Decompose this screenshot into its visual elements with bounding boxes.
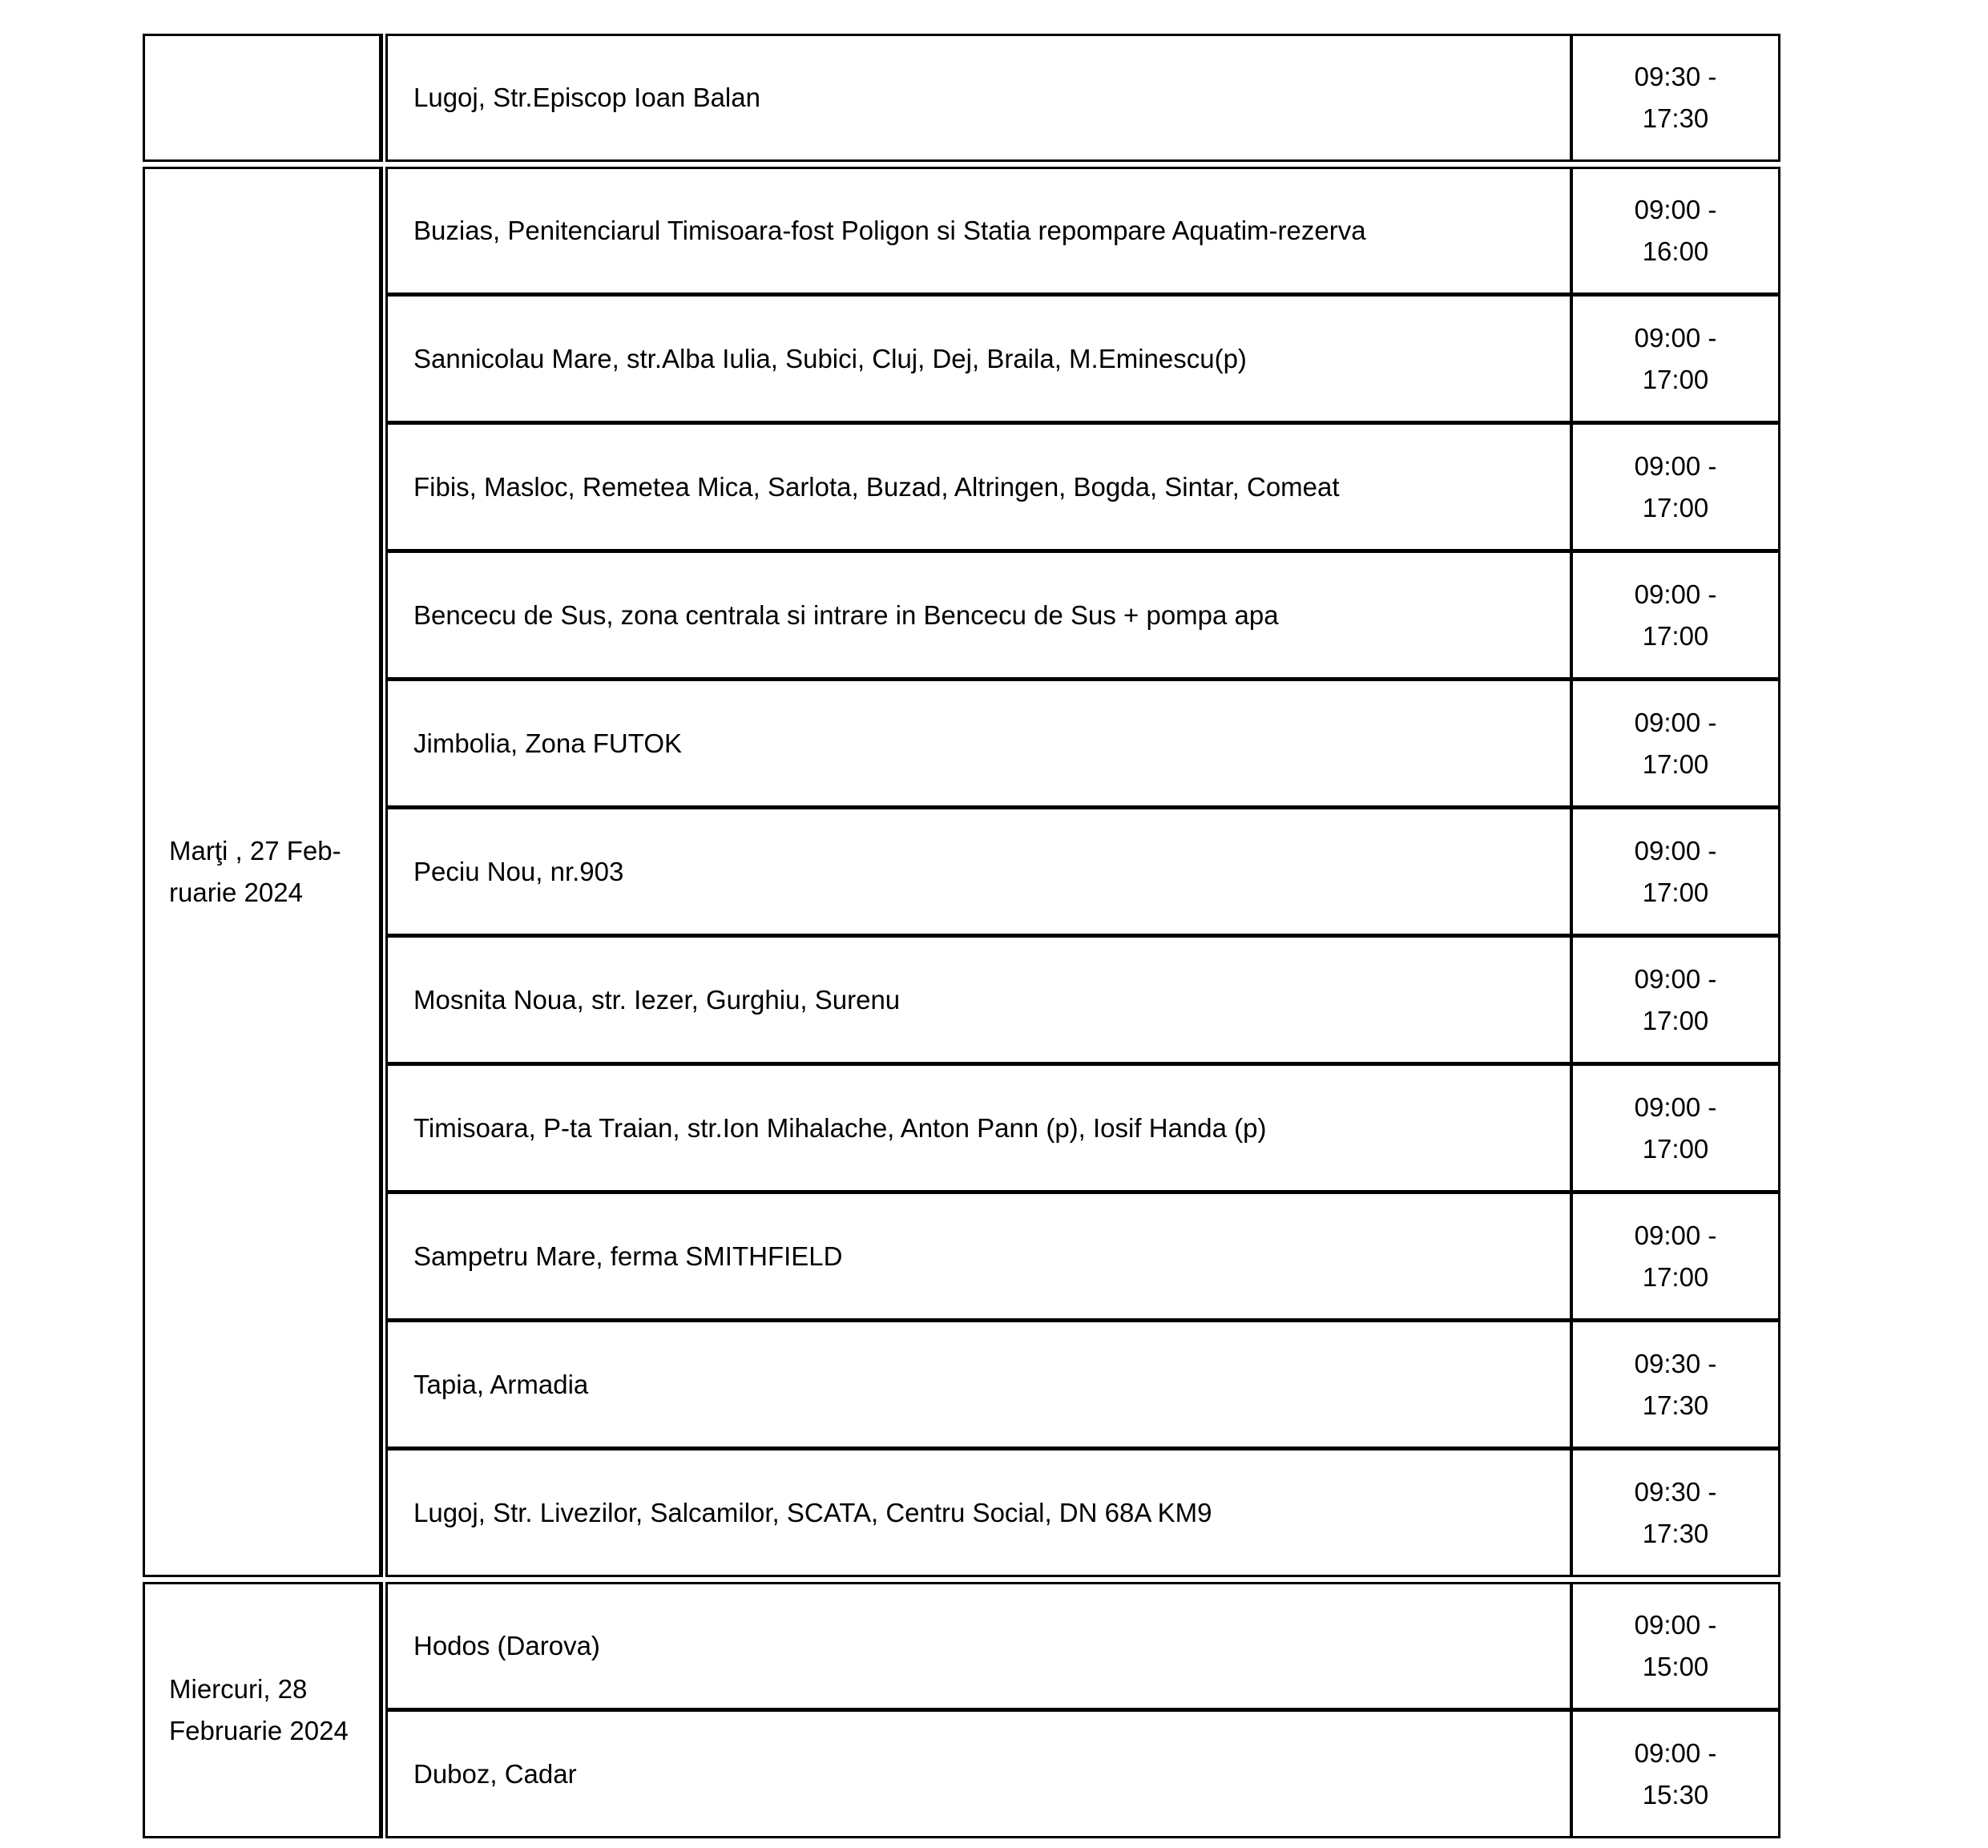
time-interval-cell: 09:00 - 17:00	[1634, 322, 1717, 394]
address-cell: Sampetru Mare, ferma SMITHFIELD	[388, 1194, 1573, 1318]
table-row	[385, 808, 1780, 936]
table-row	[385, 1449, 1780, 1577]
address-cell: Bencecu de Sus, zona centrala si intrare in Bencecu de Sus + pompa apa	[388, 553, 1573, 677]
address-cell: Buzias, Penitenciarul Timisoara-fost Poligon si Statia repompare Aquatim-rezerva	[388, 169, 1573, 293]
table-row	[385, 1321, 1780, 1449]
address-cell: Mosnita Noua, str. Iezer, Gurghiu, Surenu	[388, 938, 1573, 1062]
time-interval-cell: 09:00 - 17:00	[1634, 963, 1717, 1035]
date-cell: Miercuri, 28 Februarie 2024	[143, 1582, 383, 1838]
address-cell: Hodos (Darova)	[388, 1584, 1573, 1708]
date-group	[143, 1582, 1780, 1838]
date-cell: Marţi , 27 Feb- ruarie 2024	[143, 167, 383, 1577]
table-row	[385, 551, 1780, 680]
address-cell: Jimbolia, Zona FUTOK	[388, 681, 1573, 805]
time-interval-cell: 09:00 - 15:30	[1634, 1737, 1717, 1810]
address-cell: Duboz, Cadar	[388, 1712, 1573, 1836]
time-interval-cell: 09:00 - 17:00	[1634, 1220, 1717, 1292]
address-cell: Sannicolau Mare, str.Alba Iulia, Subici, Cluj, Dej, Braila, M.Eminescu(p)	[388, 297, 1573, 421]
time-interval-cell: 09:30 - 17:30	[1634, 62, 1717, 133]
address-cell: Fibis, Masloc, Remetea Mica, Sarlota, Buzad, Altringen, Bogda, Sintar, Comeat	[388, 425, 1573, 549]
table-row	[385, 1192, 1780, 1321]
time-interval-cell: 09:30 - 17:30	[1634, 1476, 1717, 1548]
table-row	[385, 423, 1780, 551]
time-interval-cell: 09:00 - 17:00	[1634, 450, 1717, 523]
time-interval-cell: 09:00 - 16:00	[1634, 195, 1717, 266]
address-cell: Tapia, Armadia	[388, 1322, 1573, 1447]
rows-stack	[385, 1582, 1780, 1838]
address-cell: Lugoj, Str. Livezilor, Salcamilor, SCATA, Centru Social, DN 68A KM9	[388, 1451, 1573, 1575]
time-interval-cell: 09:00 - 17:00	[1634, 707, 1717, 779]
address-cell: Lugoj, Str.Episcop Ioan Balan	[388, 36, 1573, 159]
time-interval-cell: 09:00 - 17:00	[1634, 835, 1717, 907]
outage-schedule-table	[143, 34, 1780, 1843]
address-cell: Peciu Nou, nr.903	[388, 809, 1573, 934]
time-interval-cell: 09:00 - 15:00	[1634, 1610, 1717, 1681]
table-row	[385, 936, 1780, 1064]
address-cell: Timisoara, P-ta Traian, str.Ion Mihalache, Anton Pann (p), Iosif Handa (p)	[388, 1066, 1573, 1190]
time-interval-cell: 09:30 - 17:30	[1634, 1348, 1717, 1420]
time-interval-cell: 09:00 - 17:00	[1634, 1091, 1717, 1164]
date-cell	[143, 34, 383, 162]
date-group	[143, 34, 1780, 162]
table-row	[385, 1064, 1780, 1192]
table-row	[385, 295, 1780, 423]
table-row	[385, 680, 1780, 808]
table-row	[385, 1582, 1780, 1710]
rows-stack	[385, 167, 1780, 1577]
rows-stack	[385, 34, 1780, 162]
table-row	[385, 1710, 1780, 1838]
table-row	[385, 167, 1780, 295]
time-interval-cell: 09:00 - 17:00	[1634, 579, 1717, 651]
table-row	[385, 34, 1780, 162]
date-group	[143, 167, 1780, 1577]
